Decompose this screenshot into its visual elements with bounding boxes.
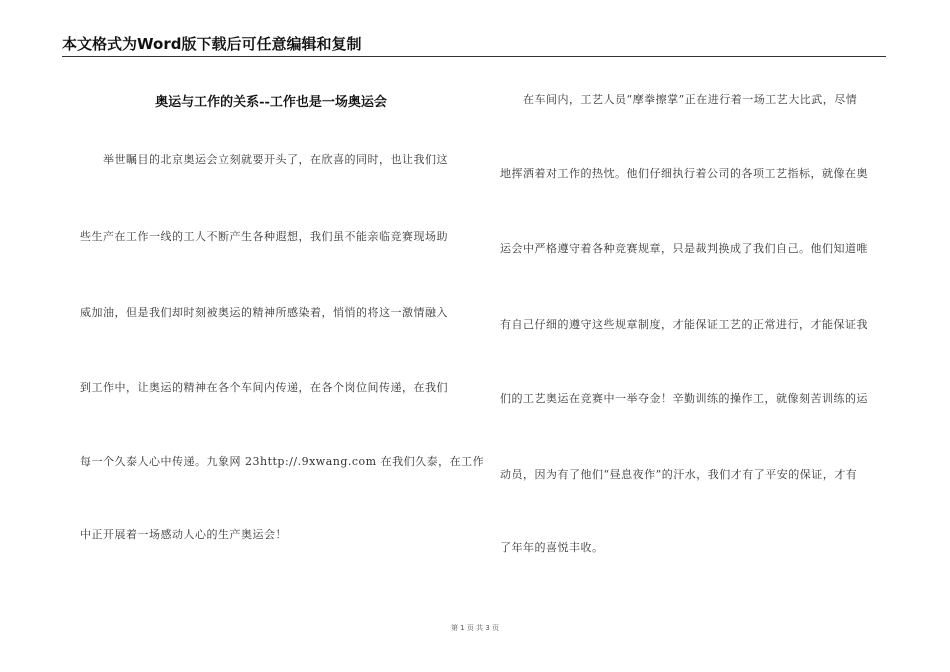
paragraph-line: 每一个久泰人心中传递。九象网 23http://.9xwang.com 在我们久泰，在工作: [80, 455, 485, 468]
paragraph-line: 在车间内，工艺人员“摩拳擦掌”正在进行着一场工艺大比武，尽情: [500, 93, 858, 106]
paragraph-line: 威加油，但是我们却时刻被奥运的精神所感染着，悄悄的将这一激情融入: [80, 306, 448, 319]
paragraph-line: 有自己仔细的遵守这些规章制度，才能保证工艺的正常进行，才能保证我: [500, 318, 868, 331]
article-title: 奥运与工作的关系--工作也是一场奥运会: [155, 95, 387, 110]
paragraph-line: 些生产在工作一线的工人不断产生各种遐想，我们虽不能亲临竞赛现场助: [80, 230, 448, 243]
document-banner: 本文格式为Word版下载后可任意编辑和复制: [62, 35, 362, 53]
paragraph-line: 中正开展着一场感动人心的生产奥运会！: [80, 528, 287, 541]
banner-divider: [62, 56, 886, 57]
page-number: 第 1 页 共 3 页: [450, 624, 500, 632]
paragraph-line: 了年年的喜悦丰收。: [500, 541, 604, 554]
paragraph-line: 到工作中，让奥运的精神在各个车间内传递，在各个岗位间传递，在我们: [80, 381, 448, 394]
paragraph-line: 们的工艺奥运在竞赛中一举夺金！辛勤训练的操作工，就像刻苦训练的运: [500, 392, 868, 405]
paragraph-line: 运会中严格遵守着各种竞赛规章，只是裁判换成了我们自己。他们知道唯: [500, 242, 868, 255]
paragraph-line: 地挥洒着对工作的热忱。他们仔细执行着公司的各项工艺指标，就像在奥: [500, 167, 868, 180]
paragraph-line: 举世瞩目的北京奥运会立刻就要开头了，在欣喜的同时，也让我们这: [80, 153, 448, 166]
paragraph-line: 动员，因为有了他们“昼息夜作”的汗水，我们才有了平安的保证，才有: [500, 468, 858, 481]
